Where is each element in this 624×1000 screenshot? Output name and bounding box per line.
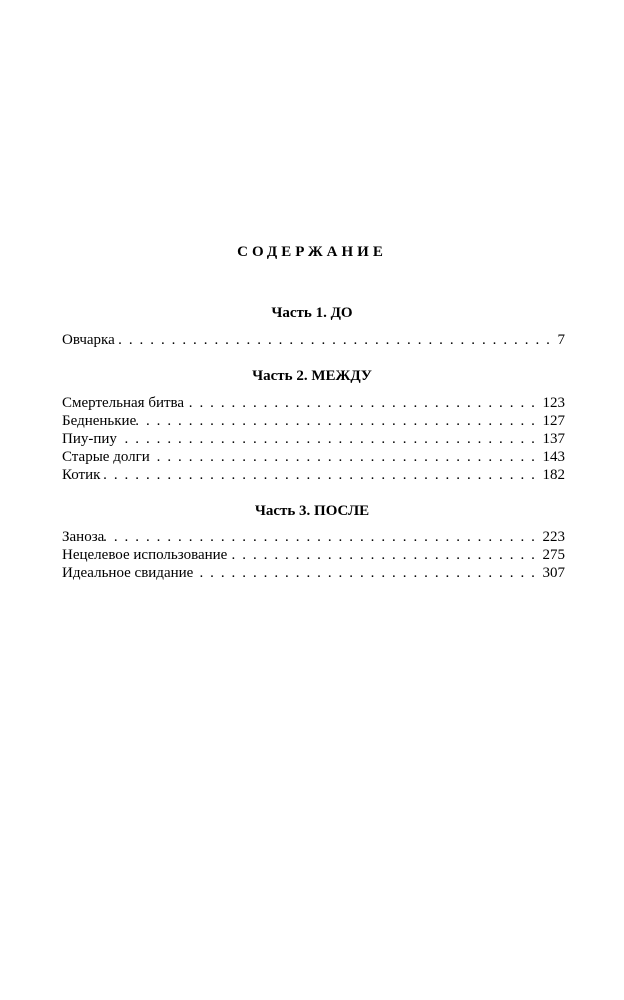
dot-leader bbox=[117, 430, 537, 448]
toc-entry[interactable] bbox=[62, 448, 565, 466]
toc-entry[interactable] bbox=[62, 564, 565, 582]
toc-list bbox=[62, 528, 565, 582]
toc-entry[interactable] bbox=[62, 528, 565, 546]
toc-entry-title: Бедненькие bbox=[62, 413, 137, 429]
part-heading: Часть 3. ПОСЛЕ bbox=[254, 503, 370, 519]
toc-entry-title: Заноза bbox=[62, 529, 105, 545]
toc-entry-title: Овчарка bbox=[62, 332, 115, 348]
toc-page-number: 7 bbox=[557, 332, 565, 348]
toc-list bbox=[62, 394, 565, 484]
toc-page-number: 143 bbox=[542, 449, 565, 465]
toc-entry[interactable] bbox=[62, 546, 565, 564]
dot-leader bbox=[100, 466, 536, 484]
dot-leader bbox=[104, 528, 536, 546]
dot-leader bbox=[136, 412, 536, 430]
toc-entry[interactable] bbox=[62, 331, 565, 349]
dot-leader bbox=[115, 331, 552, 349]
toc-entry-title: Пиу-пиу bbox=[62, 431, 117, 447]
toc-page-number: 182 bbox=[542, 467, 565, 483]
toc-page-number: 223 bbox=[542, 529, 565, 545]
toc-entry[interactable] bbox=[62, 430, 565, 448]
toc-entry-title: Старые долги bbox=[62, 449, 150, 465]
toc-entry[interactable] bbox=[62, 394, 565, 412]
toc-entry-title: Идеальное свидание bbox=[62, 565, 194, 581]
dot-leader bbox=[184, 394, 536, 412]
toc-page-number: 275 bbox=[542, 547, 565, 563]
toc-page-number: 127 bbox=[542, 413, 565, 429]
toc-entry-title: Котик bbox=[62, 467, 101, 483]
part-heading: Часть 1. ДО bbox=[271, 305, 353, 321]
toc-entry-title: Смертельная битва bbox=[62, 395, 185, 411]
toc-page-number: 123 bbox=[542, 395, 565, 411]
toc-entry[interactable] bbox=[62, 412, 565, 430]
dot-leader bbox=[227, 546, 536, 564]
toc-page-number: 137 bbox=[542, 431, 565, 447]
page-title: СОДЕРЖАНИЕ bbox=[237, 244, 387, 260]
toc-list bbox=[62, 331, 565, 349]
toc-entry[interactable] bbox=[62, 466, 565, 484]
toc-page-number: 307 bbox=[542, 565, 565, 581]
toc-entry-title: Нецелевое использование bbox=[62, 547, 228, 563]
dot-leader bbox=[150, 448, 537, 466]
part-heading: Часть 2. МЕЖДУ bbox=[252, 368, 372, 384]
dot-leader bbox=[193, 564, 536, 582]
